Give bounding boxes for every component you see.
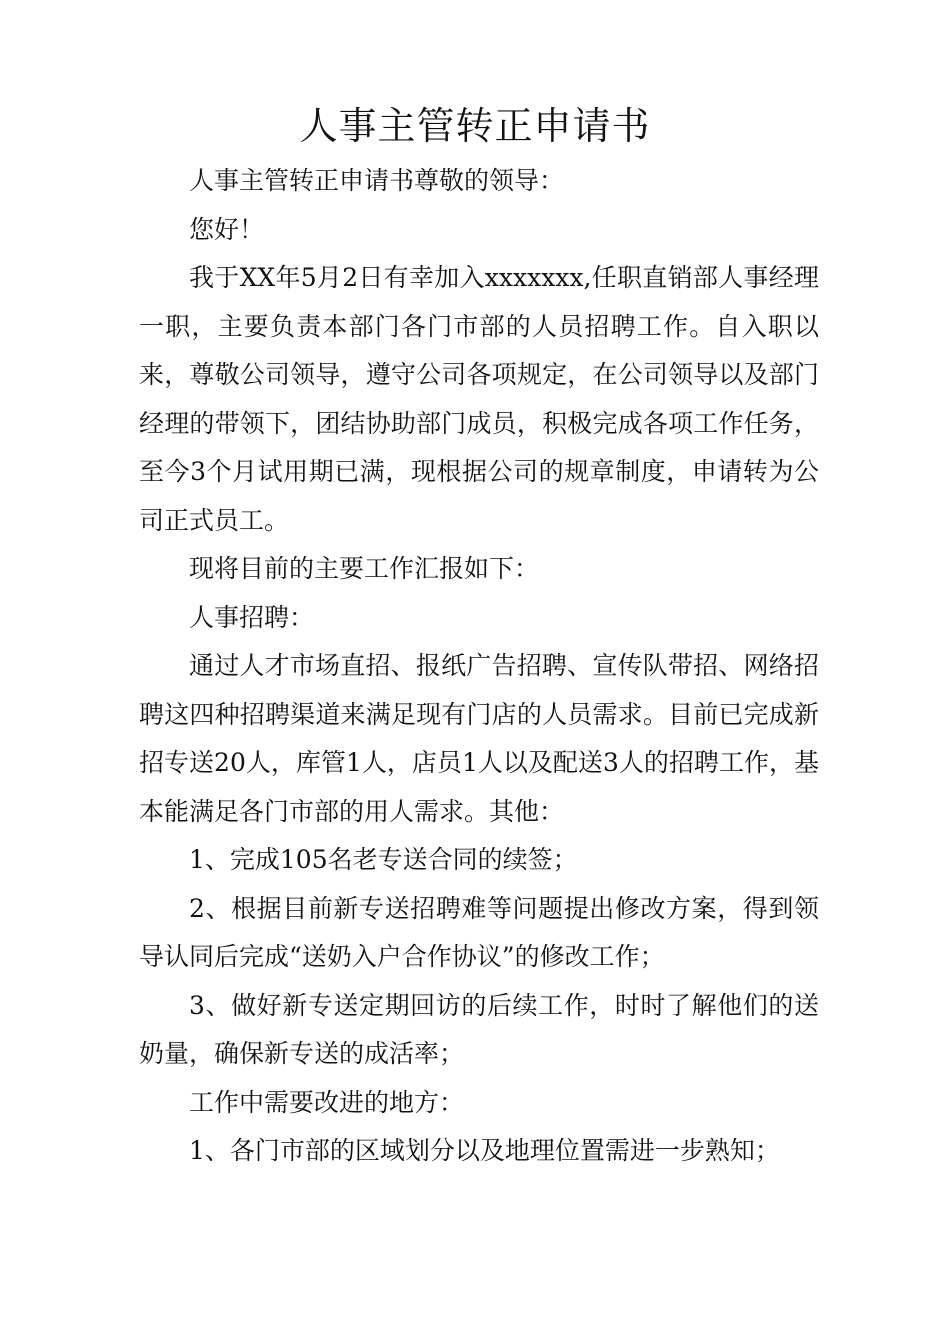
paragraph-item-2: 2、根据目前新专送招聘难等问题提出修改方案，得到领导认同后完成“送奶入户合作协议”的修改工作； — [139, 893, 819, 971]
paragraph-item-1: 1、完成105名老专送合同的续签； — [189, 845, 578, 874]
document-title: 人事主管转正申请书 — [299, 104, 651, 148]
paragraph-item-3: 3、做好新专送定期回访的后续工作，时时了解他们的送奶量，确保新专送的成活率； — [139, 990, 819, 1068]
paragraph-report-intro: 现将目前的主要工作汇报如下： — [189, 554, 540, 583]
paragraph-greeting-heading: 人事主管转正申请书尊敬的领导： — [189, 166, 565, 195]
paragraph-section-improvements: 工作中需要改进的地方： — [189, 1087, 465, 1117]
paragraph-introduction: 我于XX年5月2日有幸加入xxxxxxx,任职直销部人事经理一职，主要负责本部门各门市部的人员招聘工作。自入职以来，尊敬公司领导，遵守公司各项规定，在公司领导以及部门经理的带领下，团结协助部门成员，积极完成各项工作任务，至今3个月试用期已满，现根据公司的规章制度，申请转为公司正式员工。 — [139, 263, 819, 535]
paragraph-greeting: 您好！ — [189, 214, 265, 244]
document-body — [139, 157, 819, 1176]
paragraph-section-recruitment: 人事招聘： — [189, 602, 315, 632]
paragraph-improvement-1: 1、各门市部的区域划分以及地理位置需进一步熟知； — [189, 1136, 780, 1165]
paragraph-recruitment-detail: 通过人才市场直招、报纸广告招聘、宣传队带招、网络招聘这四种招聘渠道来满足现有门店的人员需求。目前已完成新招专送20人，库管1人，店员1人以及配送3人的招聘工作，基本能满足各门市部的用人需求。其他： — [139, 651, 819, 826]
